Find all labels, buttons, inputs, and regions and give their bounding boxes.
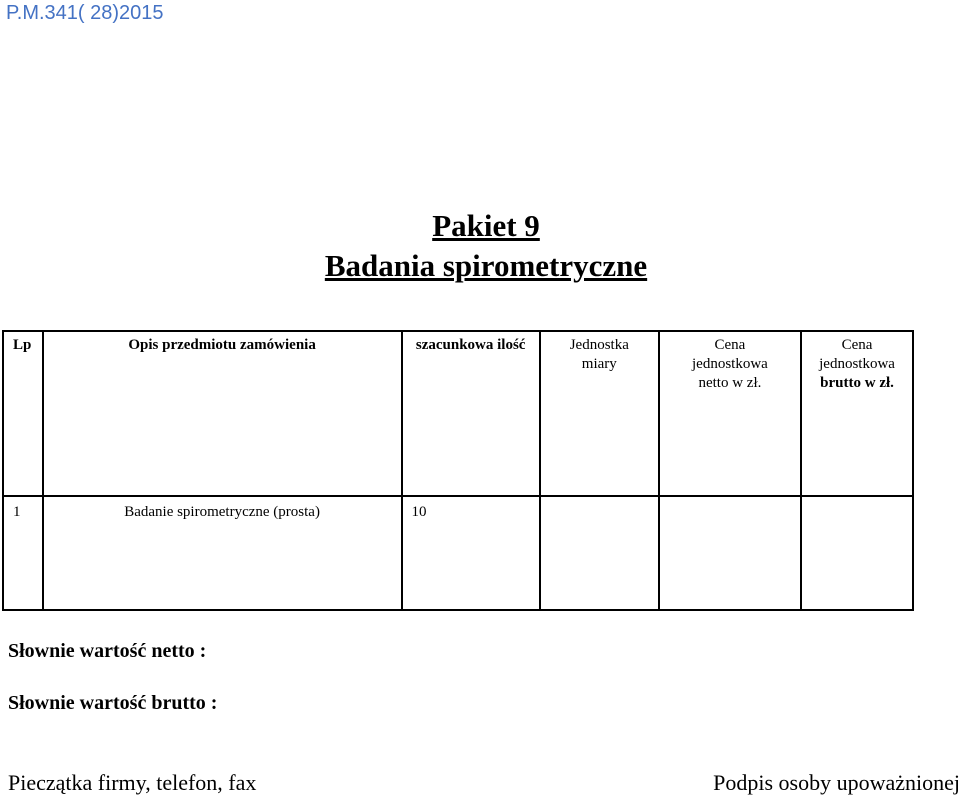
header-lp: Lp	[3, 331, 43, 496]
row-unit[interactable]	[540, 496, 659, 610]
header-gross-price	[801, 331, 913, 496]
table-row	[3, 496, 913, 610]
header-gross-line2: jednostkowa	[819, 356, 895, 372]
header-unit	[540, 331, 659, 496]
header-net-price	[659, 331, 801, 496]
row-quantity: 10	[402, 496, 540, 610]
document-reference: P.M.341( 28)2015	[6, 2, 164, 24]
header-gross-line1: Cena	[841, 337, 873, 353]
header-unit-line1: Jednostka	[569, 337, 629, 353]
row-description: Badanie spirometryczne (prosta)	[43, 496, 402, 610]
header-quantity-label: szacunkowa ilość	[415, 337, 526, 353]
net-value-words-label: Słownie wartość netto :	[8, 640, 207, 662]
header-description	[43, 331, 402, 496]
package-subtitle: Badania spirometryczne	[324, 248, 648, 283]
header-quantity	[402, 331, 540, 496]
row-lp: 1	[3, 496, 43, 610]
header-net-line3: netto w zł.	[698, 375, 762, 391]
row-net-price[interactable]	[659, 496, 801, 610]
header-gross-line3: brutto w zł.	[820, 375, 894, 391]
row-gross-price[interactable]	[801, 496, 913, 610]
company-stamp-label: Pieczątka firmy, telefon, fax	[8, 770, 257, 795]
order-table	[2, 330, 914, 611]
package-title: Pakiet 9	[432, 208, 540, 243]
header-net-line2: jednostkowa	[692, 356, 768, 372]
authorized-signature-label: Podpis osoby upoważnionej	[713, 770, 960, 795]
table-header-row	[3, 331, 913, 496]
header-unit-line2: miary	[581, 356, 617, 372]
header-net-line1: Cena	[714, 337, 746, 353]
gross-value-words-label: Słownie wartość brutto :	[8, 692, 218, 714]
header-description-label: Opis przedmiotu zamówienia	[128, 337, 316, 353]
